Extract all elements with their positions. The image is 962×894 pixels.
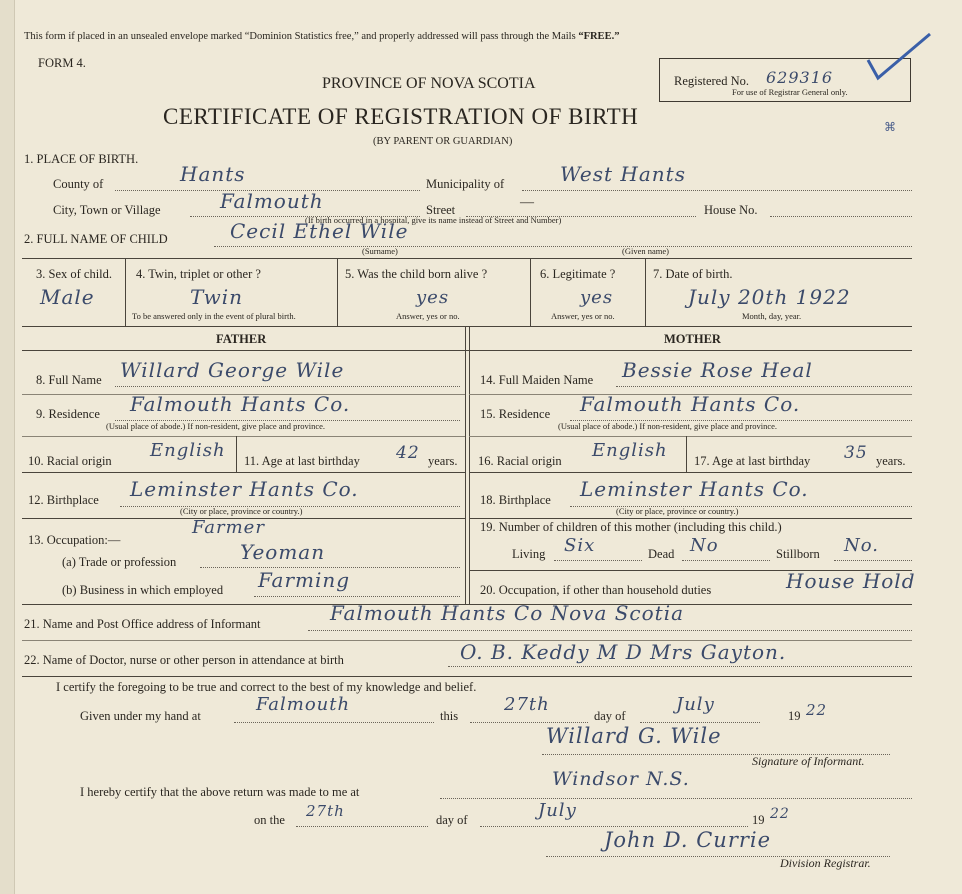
house-label: House No. (704, 203, 758, 217)
legitimate-note: Answer, yes or no. (551, 311, 615, 321)
page-title: CERTIFICATE OF REGISTRATION OF BIRTH (163, 104, 639, 129)
dead-label: Dead (648, 547, 675, 561)
father-heading: FATHER (216, 332, 267, 346)
alive-note: Answer, yes or no. (396, 311, 460, 321)
father-birthplace-value: Leminster Hants Co. (130, 477, 359, 501)
on-the-label: on the (254, 813, 285, 827)
year2-value: 22 (770, 806, 790, 822)
mother-age-value: 35 (844, 443, 868, 463)
mother-birthplace-value: Leminster Hants Co. (580, 477, 809, 501)
father-name-label: 8. Full Name (36, 373, 102, 387)
legitimate-label: 6. Legitimate ? (540, 267, 616, 281)
given-name-note: (Given name) (622, 246, 669, 256)
street-value: — (520, 195, 534, 210)
father-age-unit: years. (428, 454, 458, 468)
stillborn-value: No. (844, 535, 879, 556)
return-text: I hereby certify that the above return was made to me at (80, 785, 360, 799)
municipality-label: Municipality of (426, 177, 505, 191)
registered-number: 629316 (766, 68, 834, 87)
on-day-value: 27th (306, 802, 345, 820)
mother-name-label: 14. Full Maiden Name (480, 373, 594, 387)
father-occupation-value: Farmer (192, 517, 265, 538)
mother-residence-value: Falmouth Hants Co. (580, 392, 801, 416)
father-residence-label: 9. Residence (36, 407, 100, 421)
alive-value: yes (416, 287, 450, 308)
county-value: Hants (180, 162, 246, 186)
page-subtitle: (BY PARENT OR GUARDIAN) (373, 136, 513, 147)
registrar-signature: John D. Currie (604, 828, 772, 852)
alive-label: 5. Was the child born alive ? (345, 267, 488, 281)
informant-signature-label: Signature of Informant. (752, 754, 865, 768)
father-trade-value: Yeoman (240, 540, 326, 564)
certify-text: I certify the foregoing to be true and correct to the best of my knowledge and belief. (56, 680, 477, 694)
this-day-value: 27th (504, 694, 550, 715)
sex-label: 3. Sex of child. (36, 267, 113, 281)
father-name-value: Willard George Wile (120, 358, 345, 382)
living-label: Living (512, 547, 546, 561)
twin-value: Twin (190, 285, 244, 309)
dob-label: 7. Date of birth. (653, 267, 733, 281)
father-business-label: (b) Business in which employed (62, 583, 224, 597)
mail-notice: This form if placed in an unsealed envelope marked “Dominion Statistics free,” and properly addressed will pass through the Mails “FREE.” (24, 31, 620, 42)
month2-value: July (538, 800, 577, 821)
this-label: this (440, 709, 459, 723)
city-value: Falmouth (220, 189, 324, 213)
child-name-label: 2. FULL NAME OF CHILD (24, 232, 168, 246)
hospital-note: (If birth occurred in a hospital, give its name instead of Street and Number) (305, 215, 562, 225)
registrar-note: For use of Registrar General only. (732, 87, 848, 97)
street-label: Street (426, 203, 456, 217)
informant-signature: Willard G. Wile (546, 724, 722, 748)
return-place-value: Windsor N.S. (552, 768, 690, 790)
dob-value: July 20th 1922 (688, 285, 851, 309)
mother-heading: MOTHER (664, 332, 721, 346)
father-age-label: 11. Age at last birthday (244, 454, 360, 468)
given-under-label: Given under my hand at (80, 709, 201, 723)
dead-value: No (690, 535, 719, 556)
informant-value: Falmouth Hants Co Nova Scotia (330, 601, 685, 625)
father-residence-note: (Usual place of abode.) If non-resident, give place and province. (106, 421, 326, 431)
father-business-value: Farming (258, 568, 351, 592)
father-racial-label: 10. Racial origin (28, 454, 112, 468)
father-age-value: 42 (396, 443, 420, 463)
mother-age-unit: years. (876, 454, 906, 468)
form-number: FORM 4. (38, 56, 86, 70)
city-label: City, Town or Village (53, 203, 161, 217)
year2-prefix: 19 (752, 813, 765, 827)
municipality-value: West Hants (560, 162, 686, 186)
father-residence-value: Falmouth Hants Co. (130, 392, 351, 416)
legitimate-value: yes (580, 287, 614, 308)
check-mark-icon (864, 30, 934, 85)
informant-label: 21. Name and Post Office address of Informant (24, 617, 261, 631)
province-title: PROVINCE OF NOVA SCOTIA (322, 75, 536, 92)
surname-note: (Surname) (362, 246, 398, 256)
registrar-label: Division Registrar. (780, 856, 871, 870)
mother-occupation-value: House Hold (786, 569, 916, 593)
mother-age-label: 17. Age at last birthday (694, 454, 811, 468)
mother-children-label: 19. Number of children of this mother (including this child.) (480, 520, 782, 534)
mother-racial-value: English (592, 440, 668, 461)
stillborn-label: Stillborn (776, 547, 820, 561)
child-name-value: Cecil Ethel Wile (230, 219, 409, 243)
twin-label: 4. Twin, triplet or other ? (136, 267, 261, 281)
father-birthplace-note: (City or place, province or country.) (180, 506, 303, 516)
father-birthplace-label: 12. Birthplace (28, 493, 99, 507)
living-value: Six (564, 535, 596, 556)
pencil-mark: ⌘ (884, 120, 896, 134)
mother-name-value: Bessie Rose Heal (622, 358, 813, 382)
mother-racial-label: 16. Racial origin (478, 454, 562, 468)
left-margin-strip (0, 0, 15, 894)
doctor-label: 22. Name of Doctor, nurse or other person in attendance at birth (24, 653, 344, 667)
sex-value: Male (40, 285, 95, 309)
registered-label: Registered No. (674, 74, 749, 88)
year-value: 22 (806, 701, 828, 719)
dob-note: Month, day, year. (742, 311, 802, 321)
father-racial-value: English (150, 440, 226, 461)
mother-residence-note: (Usual place of abode.) If non-resident, give place and province. (558, 421, 778, 431)
mother-birthplace-note: (City or place, province or country.) (616, 506, 739, 516)
mother-birthplace-label: 18. Birthplace (480, 493, 551, 507)
father-occupation-label: 13. Occupation:— (28, 533, 121, 547)
day-of-label-2: day of (436, 813, 468, 827)
mother-occupation-label: 20. Occupation, if other than household duties (480, 583, 712, 597)
doctor-value: O. B. Keddy M D Mrs Gayton. (460, 640, 787, 664)
father-trade-label: (a) Trade or profession (62, 555, 177, 569)
twin-note: To be answered only in the event of plural birth. (132, 311, 296, 321)
county-label: County of (53, 177, 104, 191)
given-place-value: Falmouth (256, 694, 351, 715)
year-prefix: 19 (788, 709, 801, 723)
day-of-label: day of (594, 709, 626, 723)
month-value: July (676, 694, 715, 715)
place-of-birth-label: 1. PLACE OF BIRTH. (24, 152, 139, 166)
mother-residence-label: 15. Residence (480, 407, 551, 421)
